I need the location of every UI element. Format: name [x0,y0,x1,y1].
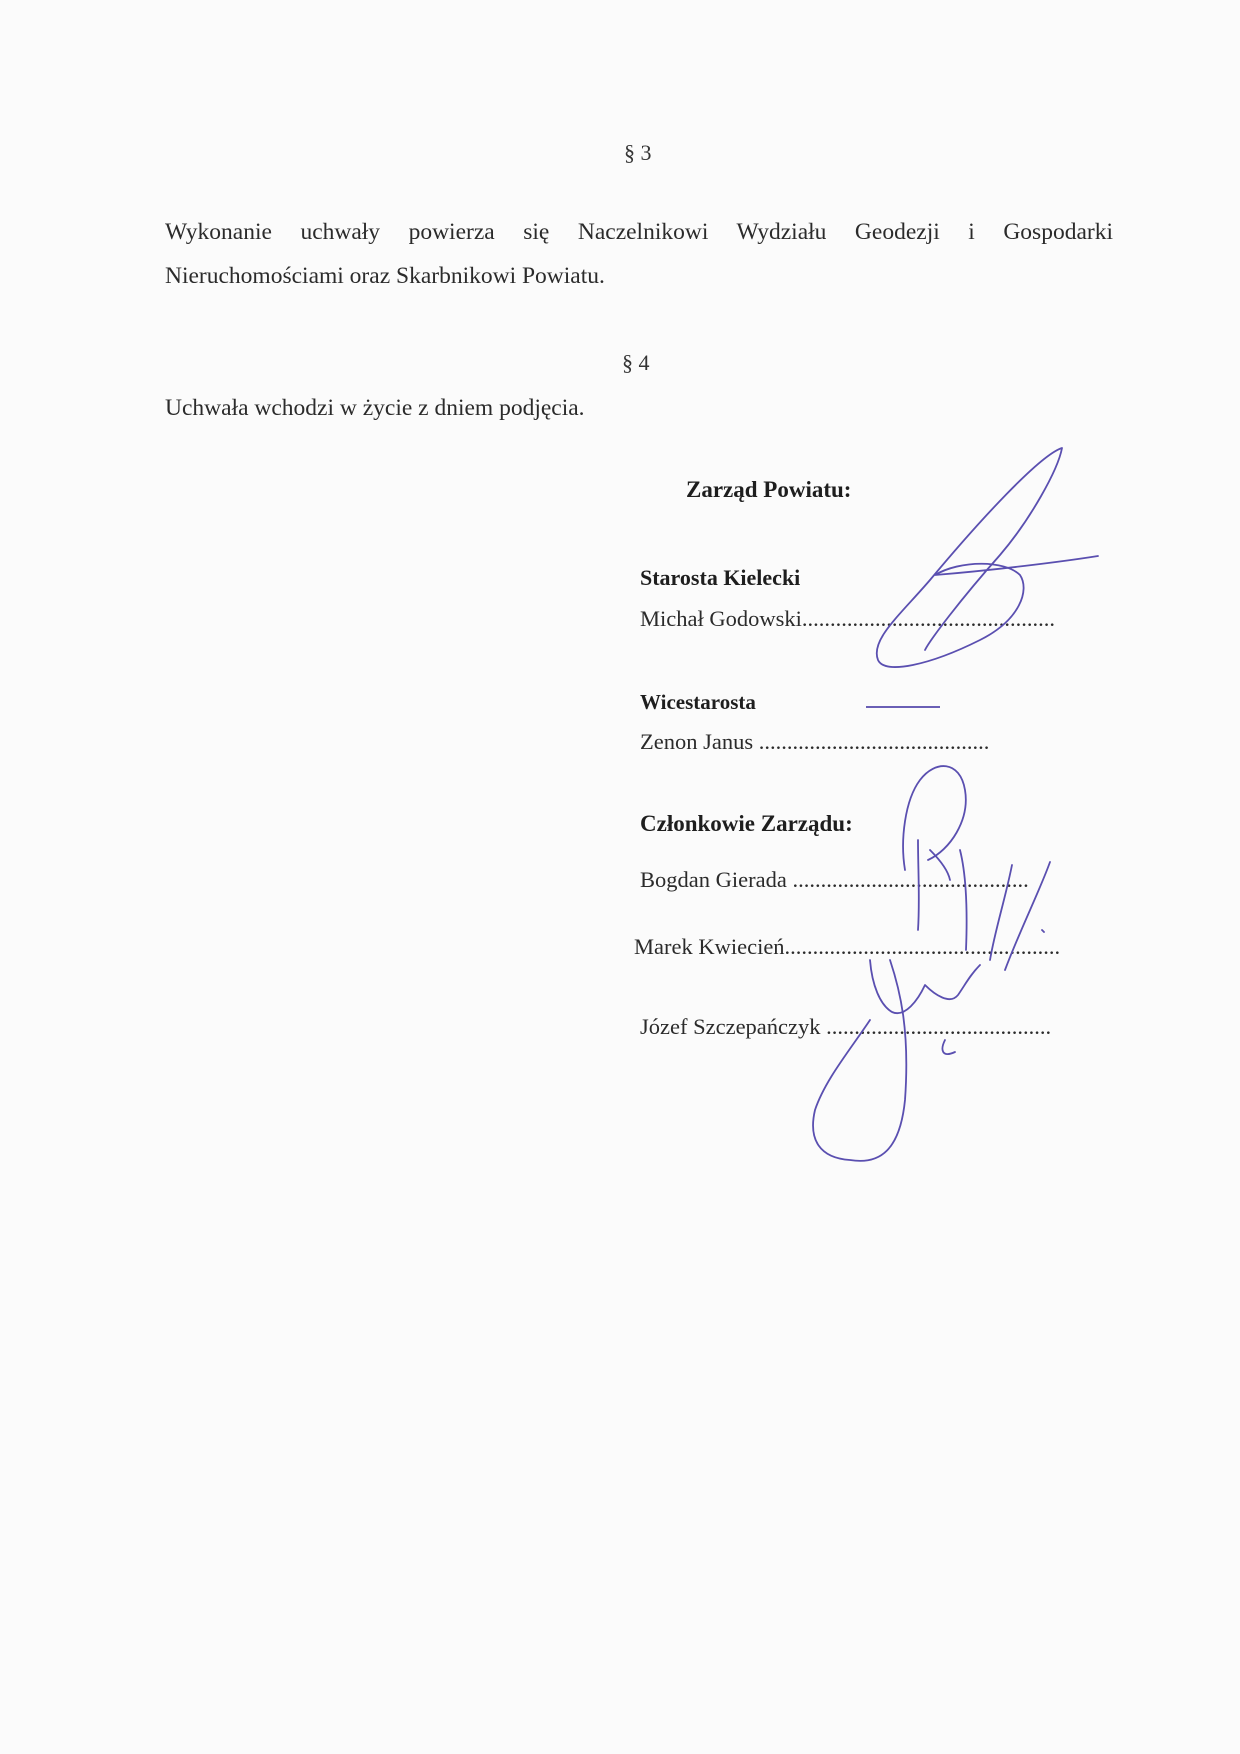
signature-member-2 [813,960,980,1161]
section-4-text: Uchwała wchodzi w życie z dniem podjęcia. [165,395,585,421]
section-3-mark: § 3 [624,140,652,165]
wicestarosta-role: Wicestarosta [640,690,756,714]
section-3-line-2: Nieruchomościami oraz Skarbnikowi Powiatu. [165,263,605,289]
member-marek-kwiecien: Marek Kwiecień................................................. [634,934,1061,959]
member-jozef-szczepanczyk: Józef Szczepańczyk ........................................ [640,1014,1052,1039]
wicestarosta-name: Zenon Janus ......................................... [640,729,990,754]
dash-mark [866,706,940,708]
starosta-name: Michał Godowski............................................. [640,606,1055,631]
board-title: Zarząd Powiatu: [686,477,852,502]
members-title: Członkowie Zarządu: [640,811,853,836]
member-bogdan-gierada: Bogdan Gierada .......................................... [640,867,1029,892]
signature-starosta [877,448,1098,667]
section-4-mark: § 4 [622,350,650,375]
starosta-role: Starosta Kielecki [640,565,801,590]
section-3-line-1: Wykonanie uchwały powierza się Naczelnikowi Wydziału Geodezji i Gospodarki [165,219,1113,245]
